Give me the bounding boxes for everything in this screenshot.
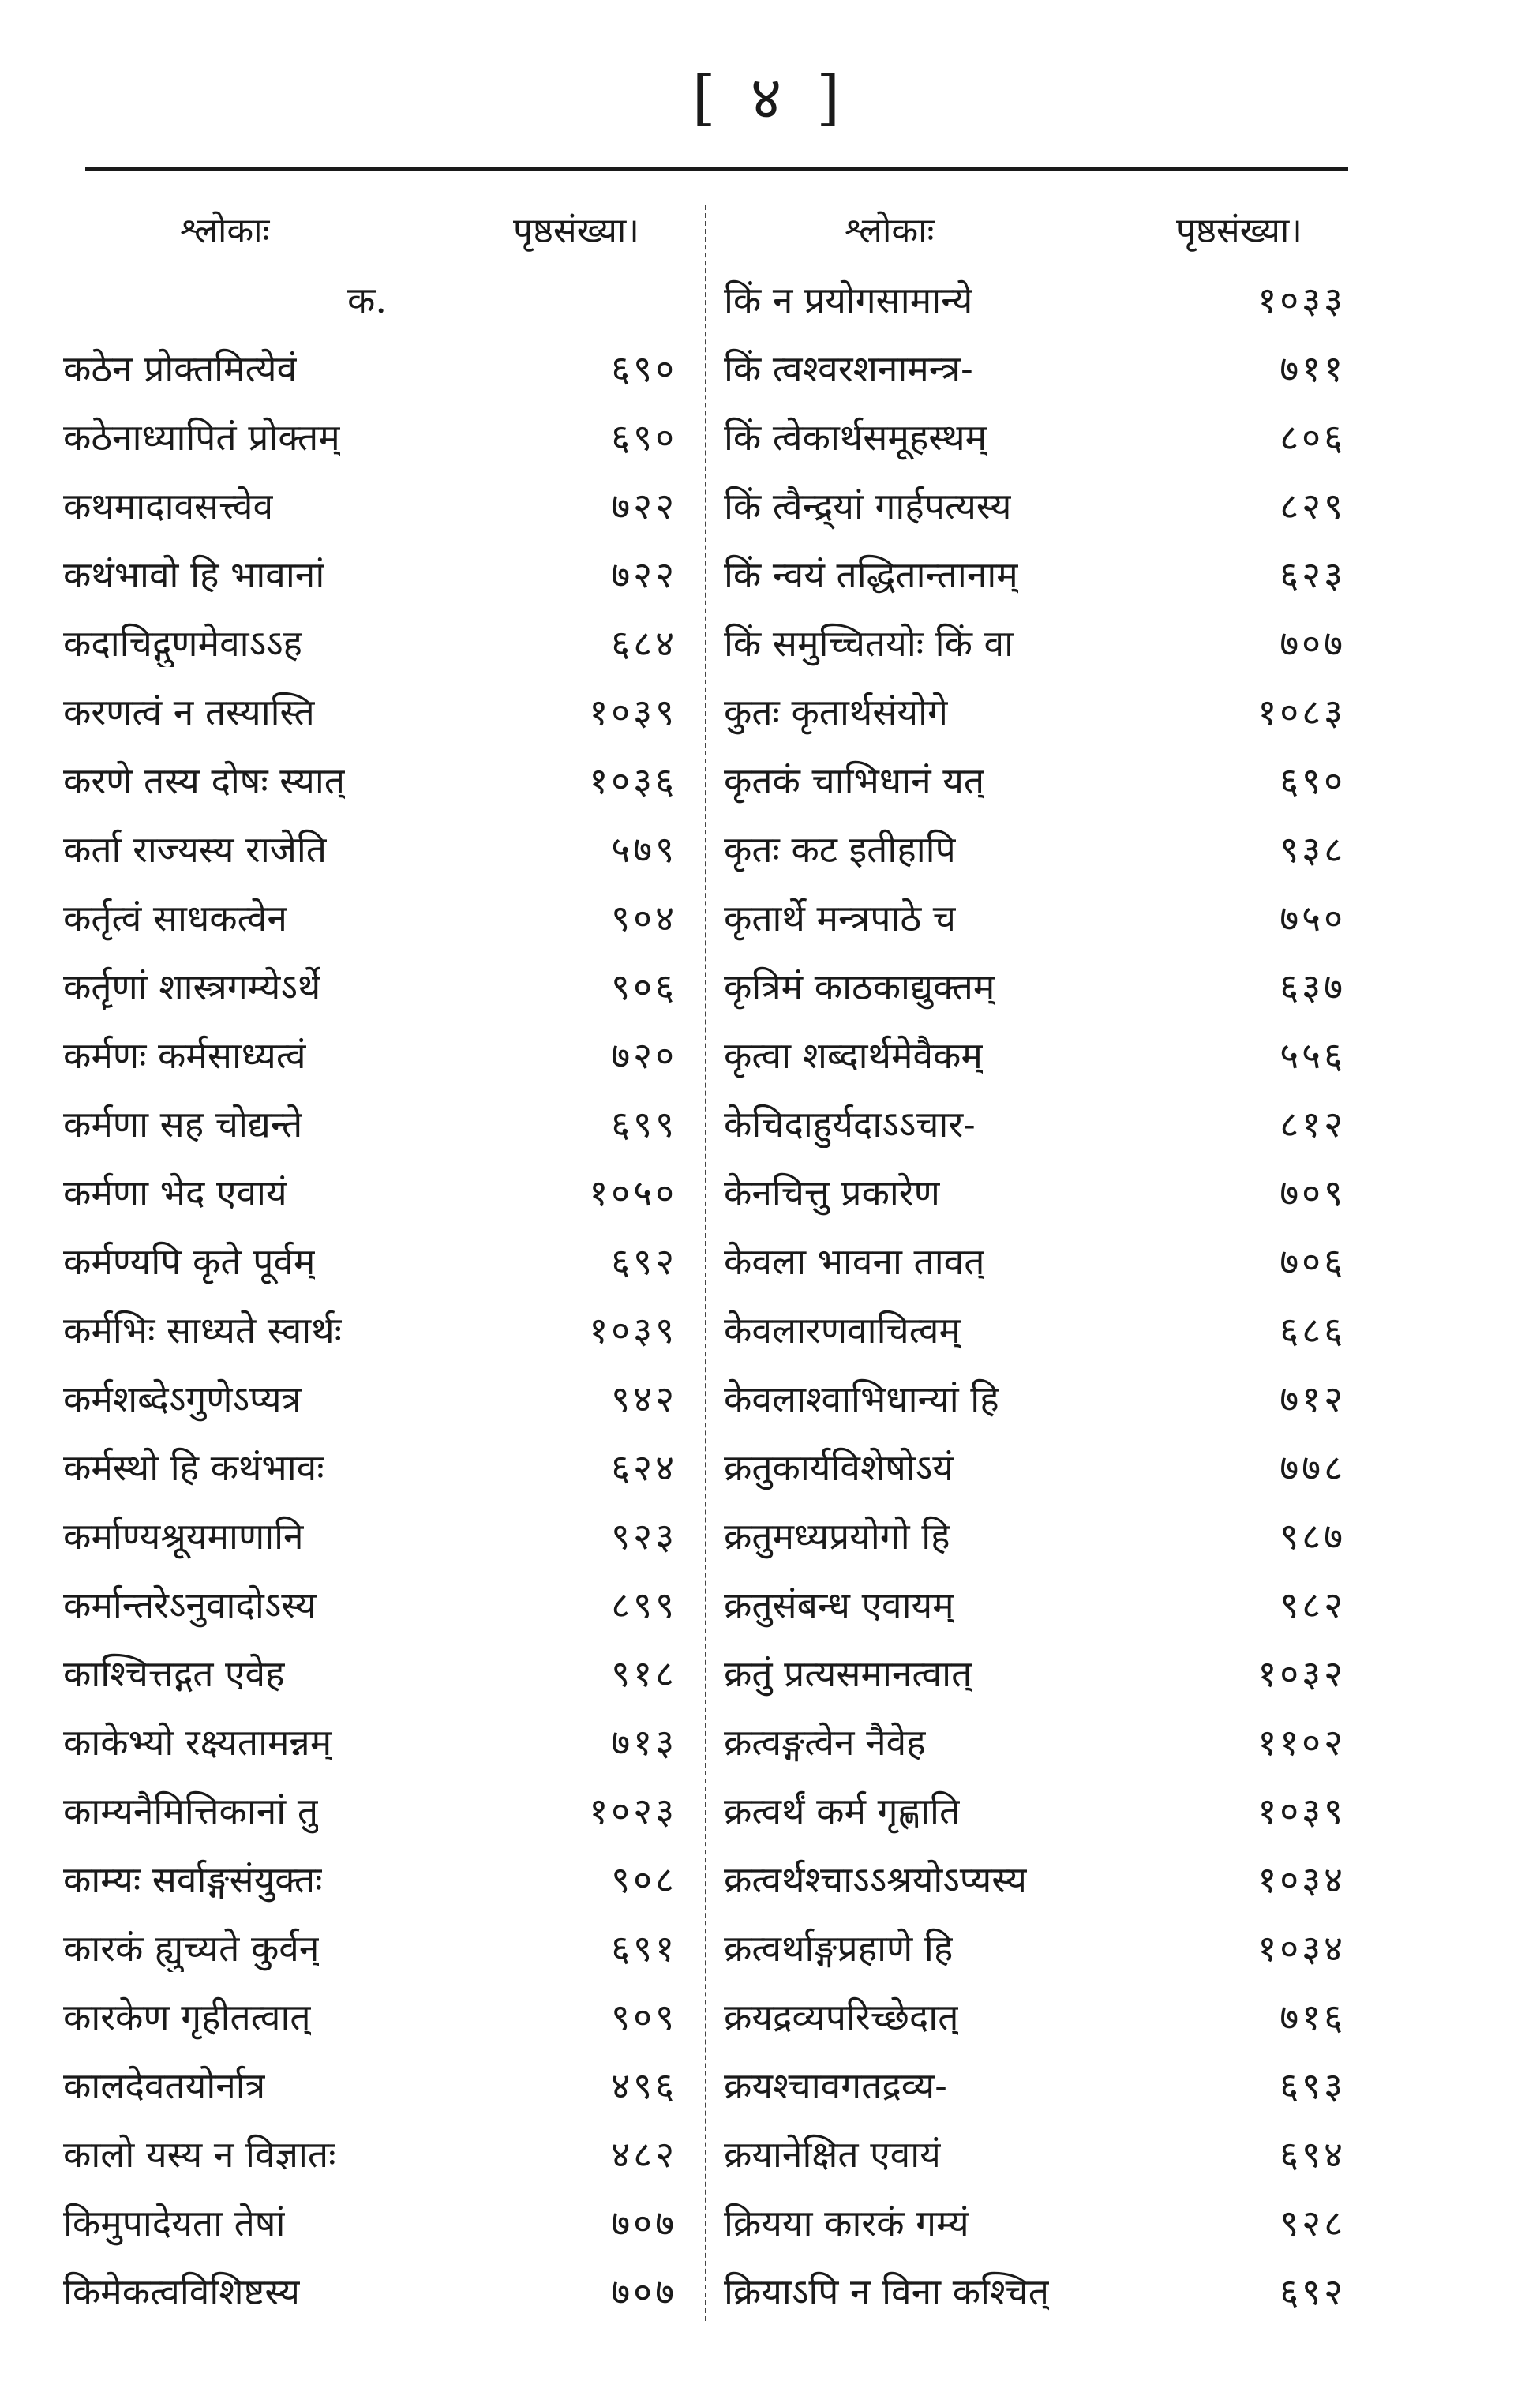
verse-text: कर्मस्थो हि कथंभावः xyxy=(63,1445,324,1489)
page-ref: १०३९ xyxy=(589,690,677,733)
index-entry xyxy=(63,1226,695,1295)
page-ref: ९०४ xyxy=(611,896,677,939)
verse-text: केवला भावना तावत् xyxy=(724,1239,985,1283)
verse-text: क्रत्वर्थं कर्म गृह्णाति xyxy=(724,1789,961,1832)
page-ref: ८९९ xyxy=(611,1583,677,1626)
index-entry xyxy=(714,1569,1346,1638)
index-entry xyxy=(714,883,1346,951)
index-entry xyxy=(714,1981,1346,2050)
left-column xyxy=(63,264,695,2349)
verse-text: काम्यनैमित्तिकानां तु xyxy=(63,1789,319,1832)
page-ref: १०३६ xyxy=(589,759,677,802)
page-number: [ ४ ] xyxy=(691,62,849,133)
page-ref: ९८२ xyxy=(1280,1583,1346,1626)
index-entry xyxy=(63,1157,695,1226)
page-ref: ९०९ xyxy=(611,1995,677,2038)
verse-text: करणत्वं न तस्यास्ति xyxy=(63,690,315,733)
index-entry xyxy=(63,1913,695,1981)
verse-text: कर्मण्यपि कृते पूर्वम् xyxy=(63,1239,316,1283)
verse-text: काकेभ्यो रक्ष्यतामन्नम् xyxy=(63,1720,332,1764)
top-rule xyxy=(85,167,1348,171)
index-entry xyxy=(714,1707,1346,1775)
page-ref: ९२८ xyxy=(1280,2201,1346,2244)
column-divider xyxy=(705,205,706,2321)
verse-text: क्रयद्रव्यपरिच्छेदात् xyxy=(724,1995,959,2038)
index-entry xyxy=(63,677,695,745)
verse-text: क्रत्वङ्गत्वेन नैवेह xyxy=(724,1720,926,1764)
index-entry xyxy=(63,1432,695,1501)
verse-text: कर्तृत्वं साधकत्वेन xyxy=(63,896,287,939)
verse-text: कथमादावसत्त्वेव xyxy=(63,484,274,527)
index-entry xyxy=(714,2256,1346,2325)
verse-text: कृतः कट इतीहापि xyxy=(724,827,956,871)
verse-text: किमुपादेयता तेषां xyxy=(63,2201,286,2244)
verse-text: केवलाश्वाभिधान्यां हि xyxy=(724,1377,999,1420)
verse-text: कुतः कृतार्थसंयोगे xyxy=(724,690,948,733)
index-entry xyxy=(714,1775,1346,1844)
page-ref: १०३४ xyxy=(1257,1858,1346,1901)
index-entry xyxy=(63,2188,695,2256)
page-ref: ८१२ xyxy=(1280,1102,1346,1145)
verse-text: केनचित्तु प्रकारेण xyxy=(724,1171,940,1214)
page-ref: ७२० xyxy=(611,1033,677,1077)
page-ref: ७१३ xyxy=(611,1720,677,1764)
index-entry xyxy=(714,1020,1346,1089)
verse-text: कारकं ह्युच्यते कुर्वन् xyxy=(63,1926,320,1970)
verse-text: काश्चित्तद्गत एवेह xyxy=(63,1652,285,1695)
page-ref: ७०७ xyxy=(1280,621,1346,665)
page-ref: ६९२ xyxy=(611,1239,677,1283)
page-ref: १०८३ xyxy=(1257,690,1346,733)
index-entry xyxy=(63,1844,695,1913)
page-ref: ७५० xyxy=(1280,896,1346,939)
index-entry xyxy=(63,1501,695,1569)
verse-text: कर्माण्यश्रूयमाणानि xyxy=(63,1514,304,1558)
verse-text: कठेनाध्यापितं प्रोक्तम् xyxy=(63,415,340,459)
index-entry xyxy=(63,1981,695,2050)
verse-text: क्रयानेक्षित एवायं xyxy=(724,2132,941,2176)
index-entry xyxy=(63,1775,695,1844)
index-entry xyxy=(63,883,695,951)
verse-text: कदाचिद्गुणमेवाऽऽह xyxy=(63,621,302,665)
page-ref: ६९० xyxy=(611,415,677,459)
index-entry xyxy=(714,745,1346,814)
index-entry xyxy=(714,1432,1346,1501)
page-ref: ६९९ xyxy=(611,1102,677,1145)
verse-text: केचिदाहुर्यदाऽऽचार- xyxy=(724,1102,976,1145)
right-page-header: पृष्ठसंख्या। xyxy=(1176,211,1302,251)
index-entry xyxy=(63,402,695,471)
verse-text: किमेकत्वविशिष्टस्य xyxy=(63,2270,300,2313)
page-ref: ९१८ xyxy=(611,1652,677,1695)
index-entry xyxy=(63,539,695,608)
right-column xyxy=(714,264,1346,2349)
verse-text: किं त्वेकार्थसमूहस्थम् xyxy=(724,415,987,459)
index-entry xyxy=(63,1020,695,1089)
page-ref: १०३२ xyxy=(1257,1652,1346,1695)
page-ref: १०५० xyxy=(589,1171,677,1214)
index-entry xyxy=(63,814,695,883)
page-ref: ४८२ xyxy=(611,2132,677,2176)
index-entry xyxy=(63,745,695,814)
page-ref: ६९१ xyxy=(611,1926,677,1970)
page-ref: ७१२ xyxy=(1280,1377,1346,1420)
index-entry xyxy=(714,539,1346,608)
verse-text: कृत्रिमं काठकाद्युक्तम् xyxy=(724,965,995,1008)
verse-text: कारकेण गृहीतत्वात् xyxy=(63,1995,311,2038)
verse-text: करणे तस्य दोषः स्यात् xyxy=(63,759,345,802)
page-ref: ७२२ xyxy=(611,553,677,596)
verse-text: कालदेवतयोर्नात्र xyxy=(63,2064,266,2107)
verse-text: कथंभावो हि भावानां xyxy=(63,553,325,596)
page-ref: ६९३ xyxy=(1280,2064,1346,2107)
verse-text: क्रतुं प्रत्यसमानत्वात् xyxy=(724,1652,972,1695)
index-entry xyxy=(714,264,1346,333)
verse-text: किं त्वश्वरशनामन्त्र- xyxy=(724,347,973,390)
verse-text: कालो यस्य न विज्ञातः xyxy=(63,2132,336,2176)
index-entry xyxy=(714,1638,1346,1707)
verse-text: कर्मशब्देऽगुणेऽप्यत्र xyxy=(63,1377,302,1420)
index-entry xyxy=(714,1089,1346,1157)
page-ref: ६२४ xyxy=(611,1445,677,1489)
index-entry xyxy=(63,1638,695,1707)
verse-text: कृतार्थे मन्त्रपाठे च xyxy=(724,896,956,939)
page-ref: ६९० xyxy=(1280,759,1346,802)
page-ref: ७०९ xyxy=(1280,1171,1346,1214)
verse-text: क्रयश्चावगतद्रव्य- xyxy=(724,2064,947,2107)
index-entry xyxy=(714,814,1346,883)
verse-text: किं न्वयं तद्धितान्तानाम् xyxy=(724,553,1018,596)
index-entry xyxy=(714,2188,1346,2256)
verse-text: किं न प्रयोगसामान्ये xyxy=(724,278,973,321)
index-entry xyxy=(63,2119,695,2188)
page-ref: ९३८ xyxy=(1280,827,1346,871)
page-ref: ६९० xyxy=(611,347,677,390)
index-entry xyxy=(714,1363,1346,1432)
section-heading: क. xyxy=(347,278,387,321)
verse-text: कृतकं चाभिधानं यत् xyxy=(724,759,985,802)
index-entry xyxy=(63,333,695,402)
page-ref: ७७८ xyxy=(1280,1445,1346,1489)
index-entry xyxy=(714,951,1346,1020)
index-entry xyxy=(714,608,1346,677)
page-ref: ७११ xyxy=(1280,347,1346,390)
index-entry xyxy=(714,2119,1346,2188)
page-ref: ७०७ xyxy=(611,2201,677,2244)
index-entry xyxy=(63,951,695,1020)
verse-text: क्रतुसंबन्ध एवायम् xyxy=(724,1583,954,1626)
page-ref: ६८६ xyxy=(1280,1308,1346,1352)
verse-text: क्रत्वर्थाङ्गप्रहाणे हि xyxy=(724,1926,954,1970)
page-ref: ६९४ xyxy=(1280,2132,1346,2176)
page-ref: ९०८ xyxy=(611,1858,677,1901)
page-ref: ९०६ xyxy=(611,965,677,1008)
verse-text: कठेन प्रोक्तमित्येवं xyxy=(63,347,298,390)
page-ref: १०३४ xyxy=(1257,1926,1346,1970)
index-entry xyxy=(714,333,1346,402)
page-ref: ७१६ xyxy=(1280,1995,1346,2038)
index-entry xyxy=(714,471,1346,539)
verse-text: कर्तॄणां शास्त्रगम्येऽर्थे xyxy=(63,965,321,1008)
page-ref: ८०६ xyxy=(1280,415,1346,459)
verse-text: क्रियाऽपि न विना कश्चित् xyxy=(724,2270,1049,2313)
verse-text: क्रतुकार्यविशेषोऽयं xyxy=(724,1445,954,1489)
index-entry xyxy=(714,1501,1346,1569)
index-entry xyxy=(714,677,1346,745)
index-entry xyxy=(714,1226,1346,1295)
verse-text: कर्मान्तरेऽनुवादोऽस्य xyxy=(63,1583,317,1626)
page-ref: ९२३ xyxy=(611,1514,677,1558)
verse-text: कृत्वा शब्दार्थमेवैकम् xyxy=(724,1033,983,1077)
index-entry xyxy=(714,1295,1346,1363)
right-verse-header: श्लोकाः xyxy=(845,211,935,251)
page-ref: ९८७ xyxy=(1280,1514,1346,1558)
index-entry xyxy=(63,2050,695,2119)
verse-text: केवलारणवाचित्वम् xyxy=(724,1308,961,1352)
index-entry xyxy=(714,1157,1346,1226)
page-ref: १०३९ xyxy=(1257,1789,1346,1832)
index-entry xyxy=(63,1569,695,1638)
verse-text: किं त्वैन्द्र्यां गार्हपत्यस्य xyxy=(724,484,1012,527)
page-ref: ५७९ xyxy=(611,827,677,871)
page-ref: ९४२ xyxy=(611,1377,677,1420)
index-entry xyxy=(714,1913,1346,1981)
page-ref: ७२२ xyxy=(611,484,677,527)
page-ref: ७०६ xyxy=(1280,1239,1346,1283)
index-entry xyxy=(63,1707,695,1775)
index-entry xyxy=(714,1844,1346,1913)
verse-text: क्रतुमध्यप्रयोगो हि xyxy=(724,1514,950,1558)
index-entry xyxy=(63,1089,695,1157)
page-ref: ६८४ xyxy=(611,621,677,665)
page-ref: ११०२ xyxy=(1257,1720,1346,1764)
page-ref: १०३९ xyxy=(589,1308,677,1352)
verse-text: क्रियया कारकं गम्यं xyxy=(724,2201,969,2244)
index-entry xyxy=(714,2050,1346,2119)
page-ref: १०३३ xyxy=(1257,278,1346,321)
index-entry xyxy=(63,2256,695,2325)
verse-text: क्रत्वर्थश्चाऽऽश्रयोऽप्यस्य xyxy=(724,1858,1027,1901)
verse-text: काम्यः सर्वाङ्गसंयुक्तः xyxy=(63,1858,323,1901)
page-ref: ६२३ xyxy=(1280,553,1346,596)
left-verse-header: श्लोकाः xyxy=(180,211,270,251)
page-ref: ५५६ xyxy=(1280,1033,1346,1077)
index-entry xyxy=(63,1295,695,1363)
verse-text: कर्मणः कर्मसाध्यत्वं xyxy=(63,1033,306,1077)
verse-text: कर्मभिः साध्यते स्वार्थः xyxy=(63,1308,342,1352)
page-ref: ६९२ xyxy=(1280,2270,1346,2313)
page-ref: १०२३ xyxy=(589,1789,677,1832)
verse-text: कर्ता राज्यस्य राजेति xyxy=(63,827,327,871)
page-ref: ६३७ xyxy=(1280,965,1346,1008)
verse-text: कर्मणा सह चोद्यन्ते xyxy=(63,1102,303,1145)
verse-text: कर्मणा भेद एवायं xyxy=(63,1171,287,1214)
index-entry xyxy=(714,402,1346,471)
page-ref: ८२९ xyxy=(1280,484,1346,527)
verse-text: किं समुच्चितयोः किं वा xyxy=(724,621,1014,665)
page-ref: ४९६ xyxy=(611,2064,677,2107)
index-entry xyxy=(63,608,695,677)
page-ref: ७०७ xyxy=(611,2270,677,2313)
index-entry xyxy=(63,1363,695,1432)
left-page-header: पृष्ठसंख्या। xyxy=(513,211,639,251)
index-entry xyxy=(63,471,695,539)
